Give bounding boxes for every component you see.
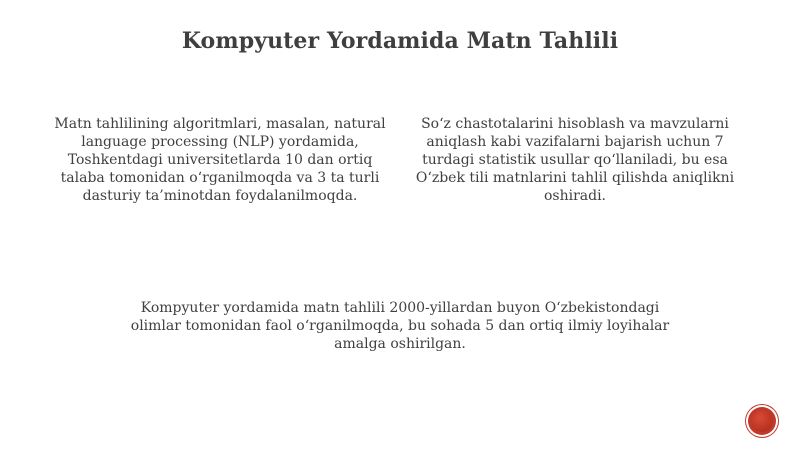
slide-title: Kompyuter Yordamida Matn Tahlili [181,28,619,54]
circle-nav-icon[interactable] [748,407,776,435]
bottom-paragraph: Kompyuter yordamida matn tahlili 2000-yillardan buyon O‘zbekistondagi olimlar tomonidan faol o‘rganilmoqda, bu sohada 5 dan ortiq ilmiy loyihalar amalga oshirilgan. [130,300,670,352]
right-paragraph: So‘z chastotalarini hisoblash va mavzularni aniqlash kabi vazifalarni bajarish uchun 7 turdagi statistik usullar qo‘llaniladi, bu esa O‘zbek tili matnlarini tahlil qilishda aniqlikni oshiradi. [415,116,735,204]
left-paragraph: Matn tahlilining algoritmlari, masalan, natural language processing (NLP) yordamida, Toshkentdagi universitetlarda 10 dan ortiq talaba tomonidan o‘rganilmoqda va 3 ta turli dasturiy ta’minotdan foydalanilmoqda. [54,116,386,204]
